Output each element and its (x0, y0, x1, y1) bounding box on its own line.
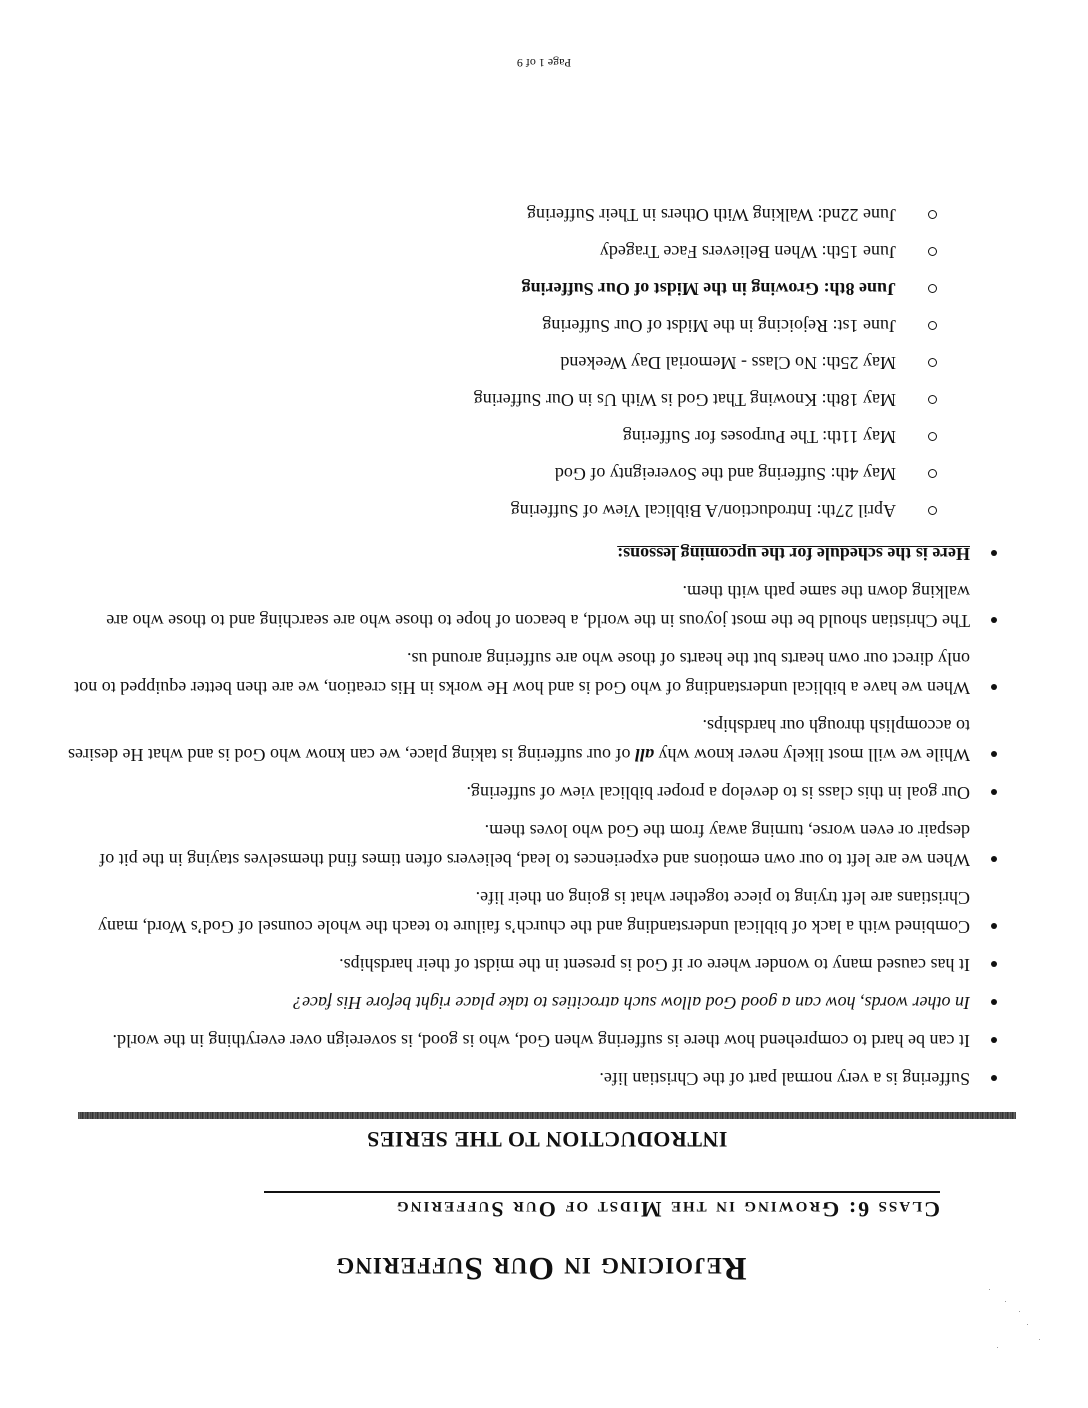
document-body (66, 187, 1016, 1286)
bullet-text: Our goal in this class is to develop a proper biblical view of suffering. (466, 783, 970, 803)
bullet-item (66, 711, 1016, 769)
section-divider (78, 1112, 1016, 1119)
bullet-item (66, 1064, 1016, 1093)
schedule-bullet (66, 196, 1016, 568)
bullet-item (66, 577, 1016, 635)
schedule-item-text: June 8th: Growing in the Midst of Our Suffering (521, 279, 896, 299)
circle-bullet-icon (928, 358, 937, 367)
bullet-icon (991, 923, 997, 929)
bullet-text: The Christian should be the most joyous in the world, a beacon of hope to those who are searching and to those who are walking down the same path with them. (106, 582, 970, 631)
scan-speck (1005, 1301, 1006, 1302)
schedule-item (66, 418, 942, 455)
bullet-icon (991, 1075, 997, 1081)
bullet-icon (991, 550, 997, 556)
bullet-text: It has caused many to wonder where or if God is present in the midst of their hardships. (339, 955, 970, 975)
bullet-icon (991, 999, 997, 1005)
bullet-icon (991, 684, 997, 690)
circle-bullet-icon (928, 247, 937, 256)
circle-bullet-icon (928, 432, 937, 441)
bullet-icon (991, 1037, 997, 1043)
page-footer: Page 1 of 9 (516, 56, 572, 70)
circle-bullet-icon (928, 321, 937, 330)
scan-speck (1019, 1311, 1020, 1312)
bullet-icon (991, 789, 997, 795)
circle-bullet-icon (928, 395, 937, 404)
schedule-item-text: June 22nd: Walking With Others in Their Suffering (527, 205, 896, 225)
class-title: Class 6: Growing in the Midst of Our Suffering (264, 1191, 940, 1222)
schedule-item-text: May 25th: No Class - Memorial Day Weekend (560, 353, 896, 373)
bullet-item (66, 644, 1016, 702)
schedule-item (66, 344, 942, 381)
bullet-text: Combined with a lack of biblical understanding and the church’s failure to teach the whole counsel of God’s Word, many Christians are left trying to piece together what is going on their life. (98, 888, 970, 937)
schedule-list (66, 196, 970, 529)
schedule-heading: Here is the schedule for the upcoming lessons: (617, 544, 970, 564)
intro-bullet-list (66, 196, 1016, 1093)
schedule-item-text: June 15th: When Believers Face Tragedy (599, 242, 896, 262)
bullet-text: While we will most likely never know why (654, 745, 970, 765)
scan-speck (1027, 1324, 1028, 1325)
schedule-item (66, 455, 942, 492)
bullet-icon (991, 961, 997, 967)
scan-speck (1039, 1339, 1040, 1340)
schedule-item-text: June 1st: Rejoicing in the Midst of Our Suffering (542, 316, 896, 336)
bullet-text: When we are left to our own emotions and experiences to lead, believers often times find themselves staying in the pit of despair or even worse, turning away from the God who loves them. (99, 821, 970, 870)
bullet-text: of our suffering is taking place, we can know who God is and what He desires to accomplish through our hardships. (68, 716, 970, 765)
bullet-item (66, 816, 1016, 874)
scan-speck (997, 1347, 998, 1348)
schedule-item (66, 233, 942, 270)
schedule-item (66, 196, 942, 233)
bullet-icon (991, 751, 997, 757)
schedule-item (66, 492, 942, 529)
schedule-item-text: May 11th: The Purposes for Suffering (622, 427, 896, 447)
bullet-text: When we have a biblical understanding of who God is and how He works in His creation, we are then better equipped to not only direct our own hearts but the hearts of those who are suffering around us. (74, 649, 970, 698)
schedule-item-text: May 4th: Suffering and the Sovereignty of God (554, 464, 896, 484)
bullet-icon (991, 617, 997, 623)
bullet-text-italic: In other words, how can a good God allow such atrocities to take place right before His face? (293, 993, 970, 1013)
bullet-item (66, 1026, 1016, 1055)
section-heading: INTRODUCTION TO THE SERIES (366, 1127, 728, 1152)
circle-bullet-icon (928, 284, 937, 293)
circle-bullet-icon (928, 210, 937, 219)
bullet-emphasis: all (635, 745, 655, 765)
schedule-item-current (66, 270, 942, 307)
circle-bullet-icon (928, 469, 937, 478)
bullet-text: Suffering is a very normal part of the Christian life. (599, 1069, 970, 1089)
schedule-item-text: May 18th: Knowing That God is With Us in Our Suffering (473, 390, 896, 410)
schedule-item-text: April 27th: Introduction/A Biblical View of Suffering (510, 501, 896, 521)
bullet-item (66, 883, 1016, 941)
schedule-item (66, 307, 942, 344)
bullet-icon (991, 856, 997, 862)
bullet-item (66, 950, 1016, 979)
scan-specks (980, 1280, 1050, 1360)
scan-speck (989, 1289, 990, 1290)
bullet-item (66, 988, 1016, 1017)
bullet-item (66, 778, 1016, 807)
bullet-text: It can be hard to comprehend how there is suffering when God, who is good, is sovereign over everything in the world. (112, 1031, 970, 1051)
circle-bullet-icon (928, 506, 937, 515)
document-title: Rejoicing in Our Suffering (335, 1250, 747, 1286)
schedule-item (66, 381, 942, 418)
